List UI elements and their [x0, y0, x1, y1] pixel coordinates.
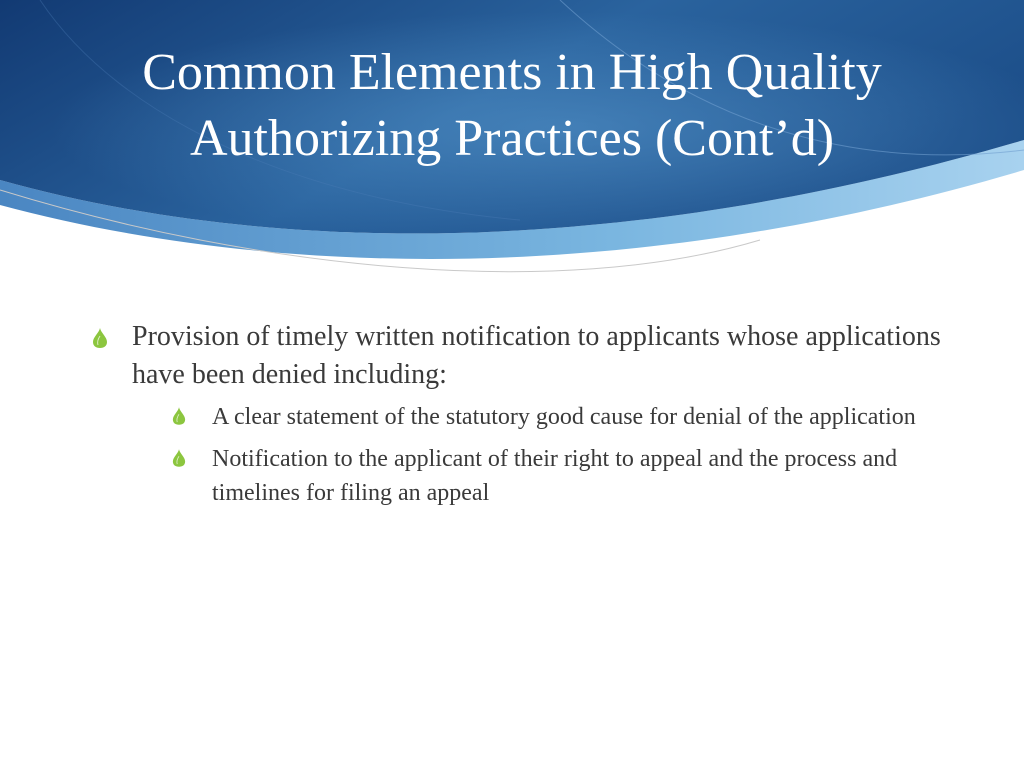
sub-bullet-list: [132, 400, 942, 510]
bullet-text: Provision of timely written notification to applicants whose applications have been denied including:: [132, 321, 941, 390]
sub-bullet-item: [172, 400, 942, 434]
leaf-bullet-icon: [172, 448, 186, 468]
sub-bullet-text: A clear statement of the statutory good cause for denial of the application: [212, 404, 916, 430]
bullet-list: [92, 318, 942, 518]
slide-title: [40, 40, 984, 172]
sub-bullet-text: Notification to the applicant of their right to appeal and the process and timelines for filing an appeal: [212, 446, 898, 506]
bullet-item: [92, 318, 942, 510]
leaf-bullet-icon: [92, 327, 108, 349]
leaf-bullet-icon: [172, 406, 186, 426]
slide-title-line-2: Authorizing Practices (Cont’d): [189, 110, 835, 167]
sub-bullet-item: [172, 442, 942, 510]
slide-title-line-1: Common Elements in High Quality: [142, 44, 882, 101]
